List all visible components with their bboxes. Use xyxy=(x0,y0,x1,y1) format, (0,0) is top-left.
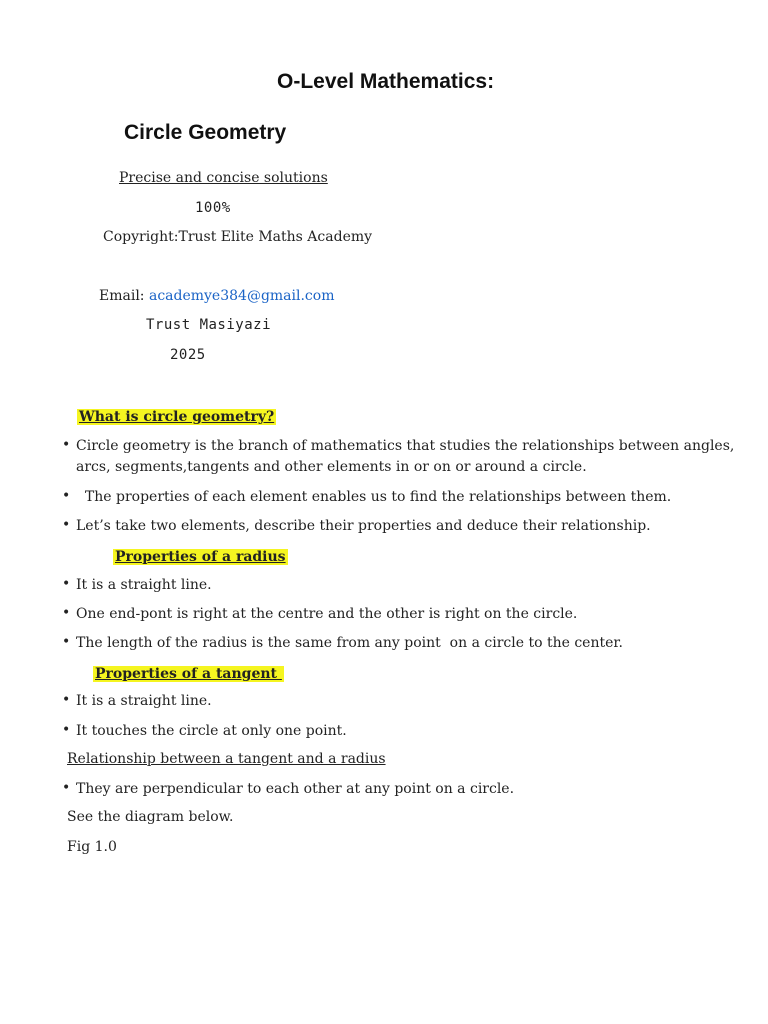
doc-title: O-Level Mathematics: xyxy=(277,70,495,93)
bullet-icon: • xyxy=(62,437,71,453)
bullet-icon: • xyxy=(62,692,71,708)
list-item-text: One end-pont is right at the centre and the other is right on the circle. xyxy=(76,606,578,622)
year: 2025 xyxy=(170,347,206,363)
doc-subtitle: Circle Geometry xyxy=(124,121,287,144)
bullet-icon: • xyxy=(62,576,71,592)
email-label: Email: xyxy=(99,288,145,304)
bullet-icon: • xyxy=(62,634,71,650)
list-item-text: It is a straight line. xyxy=(76,693,212,709)
bullet-icon: • xyxy=(62,722,71,738)
list-item-text: It is a straight line. xyxy=(76,577,212,593)
email-line xyxy=(99,288,334,304)
heading-radius-text: Properties of a radius xyxy=(115,549,286,565)
list-item-text: The properties of each element enables us to find the relationships between them. xyxy=(76,489,672,505)
bullet-icon: • xyxy=(62,517,71,533)
section-heading-radius xyxy=(113,546,288,565)
relationship-heading: Relationship between a tangent and a radius xyxy=(67,751,386,767)
heading-what-text: What is circle geometry? xyxy=(79,409,275,425)
list-item-text-continued: arcs, segments,tangents and other elements in or on or around a circle. xyxy=(76,459,587,475)
bullet-icon: • xyxy=(62,605,71,621)
list-item-text: Let’s take two elements, describe their properties and deduce their relationship. xyxy=(76,518,651,534)
figure-label: Fig 1.0 xyxy=(67,839,117,855)
bullet-icon: • xyxy=(62,488,71,504)
copyright: Copyright:Trust Elite Maths Academy xyxy=(103,229,373,245)
bullet-icon: • xyxy=(62,780,71,796)
section-heading-tangent xyxy=(93,663,284,682)
list-item-text: The length of the radius is the same from any point on a circle to the center. xyxy=(76,635,623,651)
email-link[interactable]: academye384@gmail.com xyxy=(148,288,335,304)
percent-note: 100% xyxy=(195,200,231,216)
see-diagram-note: See the diagram below. xyxy=(67,809,234,825)
author-signature: Trust Masiyazi xyxy=(146,317,272,333)
section-heading-what xyxy=(77,406,276,425)
list-item-text: They are perpendicular to each other at any point on a circle. xyxy=(76,781,515,797)
list-item-text: Circle geometry is the branch of mathematics that studies the relationships between angles, xyxy=(76,438,735,454)
heading-tangent-text: Properties of a tangent xyxy=(95,666,282,682)
tagline: Precise and concise solutions xyxy=(119,170,328,186)
list-item-text: It touches the circle at only one point. xyxy=(76,723,347,739)
